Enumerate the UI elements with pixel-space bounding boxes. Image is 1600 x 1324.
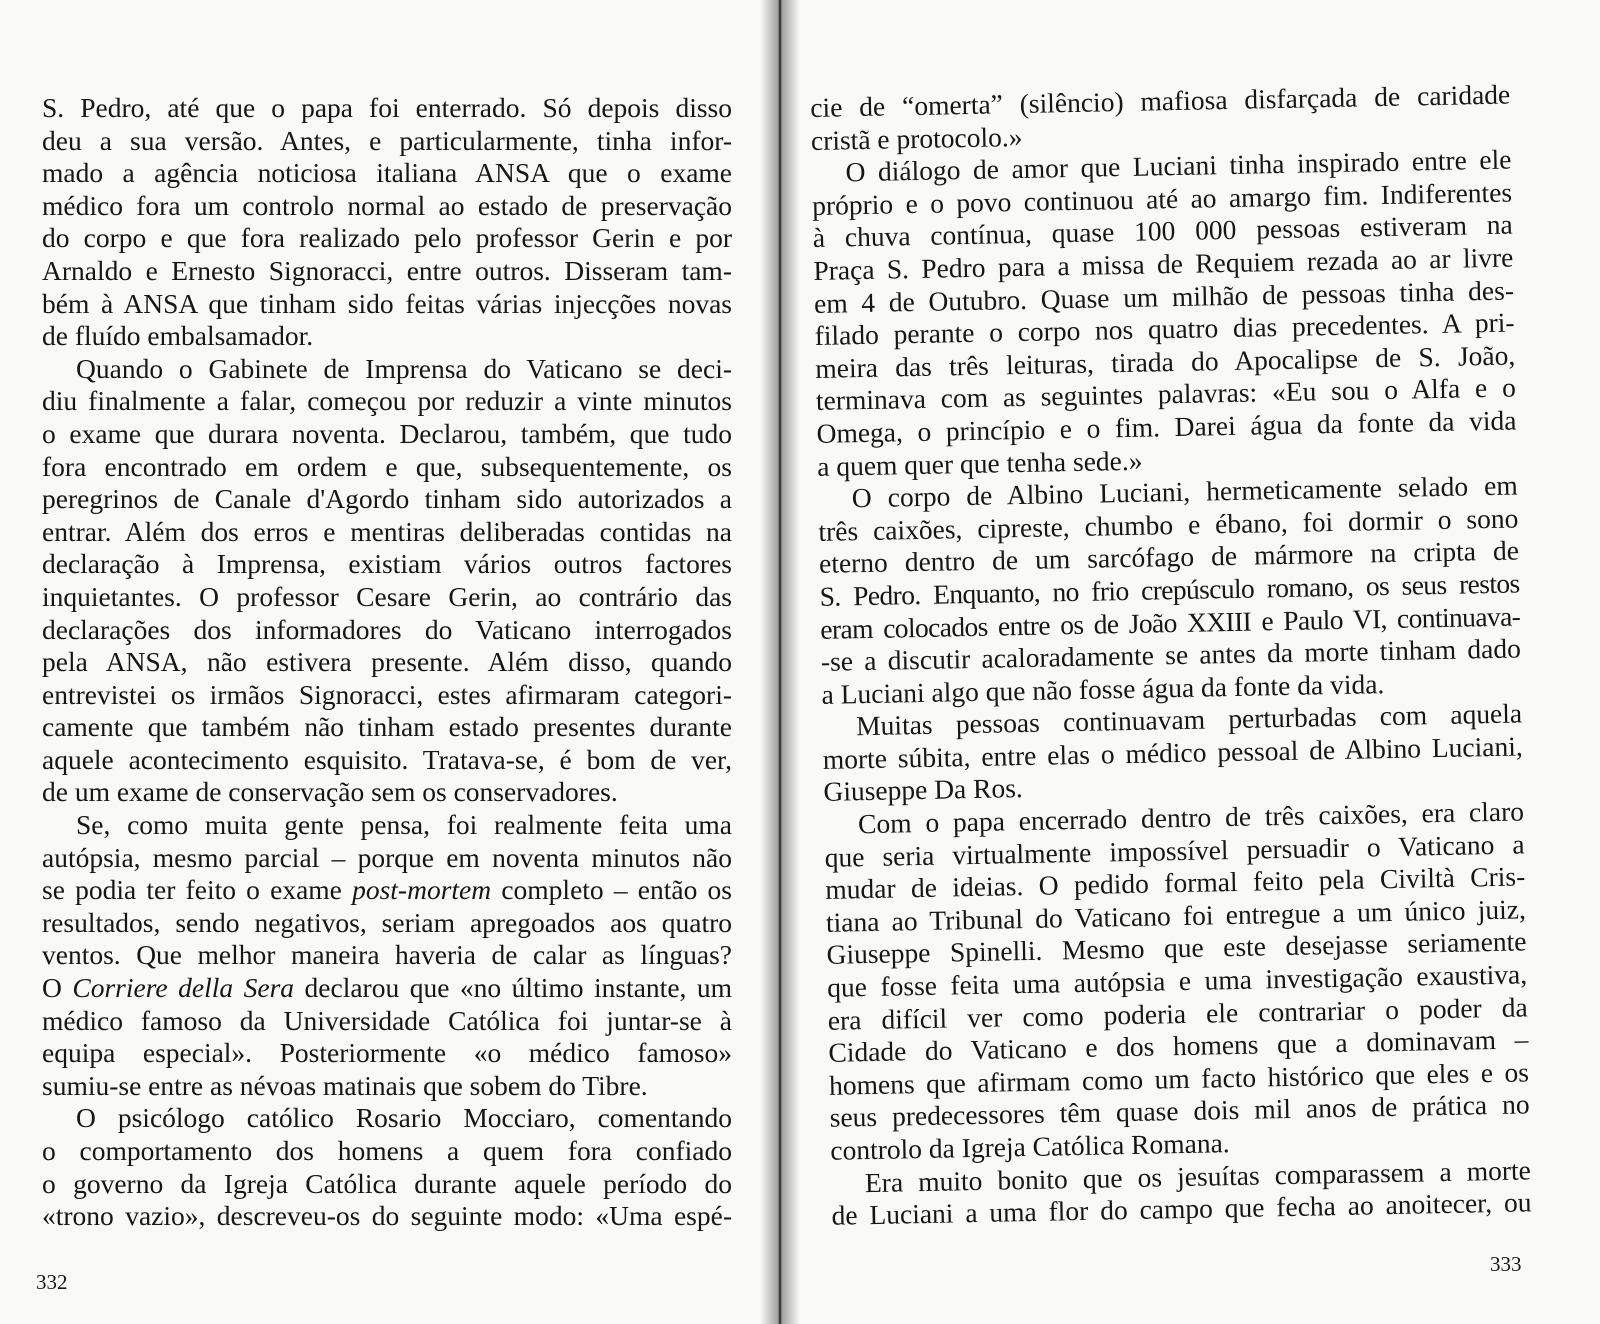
text-line: Muitas pessoas continuavam perturbadas com aquela [855, 697, 1523, 742]
right-page-text [810, 79, 1532, 1233]
text-segment: completo – então os [501, 874, 733, 906]
text-line: médico fora um controlo normal ao estado de preservação [42, 189, 732, 221]
text-line: sumiu-se entre as névoas matinais que sobem do Tibre. [42, 1069, 648, 1101]
text-line: de Luciani a uma flor do campo que fecha ao anoitecer, ou [831, 1186, 1532, 1231]
text-line: Cidade do Vaticano e dos homens que a dominavam – [828, 1023, 1529, 1069]
text-line: fora encontrado em ordem e que, subsequentemente, os [42, 450, 732, 482]
page-number: 332 [36, 1270, 68, 1294]
page-number: 333 [1490, 1252, 1522, 1276]
text-line: cristã e protocolo.» [810, 120, 1023, 156]
text-line: S. Pedro. Enquanto, no frio crepúsculo romano, os seus restos [819, 567, 1520, 612]
text-line: Giuseppe Da Ros. [823, 772, 1024, 808]
text-line: aquele acontecimento esquisito. Tratava-se, é bom de ver, [42, 743, 732, 775]
text-line: mado a agência noticiosa italiana ANSA que o exame [42, 157, 732, 189]
text-line: Giuseppe Spinelli. Mesmo que este desejasse seriamente [826, 925, 1527, 971]
text-line: seus predecessores têm quase dois mil anos de prática no [829, 1088, 1530, 1134]
text-line: resultados, sendo negativos, seriam apregoados aos quatro [42, 906, 732, 938]
text-segment: declarou que «no último instante, um [304, 972, 733, 1004]
text-line: do corpo e que fora realizado pelo professor Gerin e por [42, 222, 732, 254]
text-line: O diálogo de amor que Luciani tinha inspirado entre ele [845, 143, 1512, 188]
left-page-text [42, 92, 732, 1233]
text-line: a quem quer que tenha sede.» [816, 444, 1143, 482]
text-line: equipa especial». Posteriormente «o médico famoso» [42, 1037, 732, 1069]
text-line: entrevistei os irmãos Signoracci, estes afirmaram categori- [42, 678, 732, 710]
text-line: que fosse feita uma autópsia e uma investigação exaustiva, [826, 958, 1528, 1003]
text-line: inquietantes. O professor Cesare Gerin, ao contrário das [42, 580, 732, 612]
text-line: Omega, o princípio e o fim. Darei água da fonte da vida [816, 404, 1517, 449]
text-line: O corpo de Albino Luciani, hermeticamente selado em [851, 469, 1518, 514]
text-line: diu finalmente a falar, começou por reduzir a vinte minutos [42, 385, 732, 417]
text-line: eterno dentro de um sarcófago de mármore na cripta de [818, 534, 1520, 580]
text-line: em 4 de Outubro. Quase um milhão de pessoas tinha des- [813, 274, 1515, 319]
text-line: -se a discutir acaloradamente se antes da morte tinham dado [820, 632, 1522, 677]
text-line: Praça S. Pedro para a missa de Requiem rezada ao ar livre [813, 241, 1514, 286]
text-line: eram colocados entre os de João XXIII e Paulo VI, continuava- [820, 599, 1521, 645]
text-segment: se podia ter feito o exame [42, 874, 342, 906]
text-line: O psicólogo católico Rosario Mocciaro, comentando [76, 1102, 732, 1134]
text-line: era difícil ver como poderia ele contrariar o poder da [827, 991, 1528, 1036]
text-line: três caixões, cipreste, chumbo e ébano, foi dormir o sono [818, 502, 1519, 547]
text-line: controlo da Igreja Católica Romana. [830, 1127, 1230, 1166]
text-line: cie de “omerta” (silêncio) mafiosa disfarçada de caridade [810, 78, 1511, 123]
text-line [42, 972, 732, 1005]
book-gutter [760, 0, 800, 1324]
text-line: declarações dos informadores do Vaticano interrogados [42, 613, 732, 645]
text-line: Quando o Gabinete de Imprensa do Vaticano se deci- [76, 352, 732, 384]
text-line: Se, como muita gente pensa, foi realmente feita uma [76, 809, 732, 841]
text-line: de fluído embalsamador. [42, 320, 314, 352]
text-line: de um exame de conservação sem os conservadores. [42, 776, 618, 808]
text-line: filado perante o corpo nos quatro dias precedentes. A pri- [814, 306, 1515, 352]
italic-title: Corriere della Sera [72, 972, 295, 1004]
text-line: Era muito bonito que os jesuítas comparassem a morte [864, 1153, 1532, 1198]
text-line: que seria virtualmente impossível persuadir o Vaticano a [824, 828, 1525, 873]
text-line: «trono vazio», descreveu-os do seguinte modo: «Uma espé- [42, 1200, 732, 1232]
text-line: tiana ao Tribunal do Vaticano foi entregue a um único juiz, [825, 893, 1527, 938]
text-line: declaração à Imprensa, existiam vários outros factores [42, 548, 732, 580]
text-line: entrar. Além dos erros e mentiras deliberadas contidas na [42, 515, 732, 547]
text-line: à chuva contínua, quase 100 000 pessoas estiveram na [812, 208, 1513, 254]
text-line: ventos. Que melhor maneira haveria de calar as línguas? [42, 939, 732, 971]
text-line: a Luciani algo que não fosse água da fonte da vida. [821, 667, 1385, 710]
text-line: bém à ANSA que tinham sido feitas várias injecções novas [42, 287, 732, 319]
text-line: o exame que durara noventa. Declarou, também, que tudo [42, 417, 732, 449]
text-line: meira das três leituras, tirada do Apocalipse de S. João, [815, 339, 1516, 384]
left-page [0, 0, 780, 1324]
text-line: próprio e o povo continuou até ao amargo fim. Indiferentes [811, 176, 1513, 221]
text-line: Arnaldo e Ernesto Signoracci, entre outros. Disseram tam- [42, 254, 732, 286]
text-line: peregrinos de Canale d'Agordo tinham sido autorizados a [42, 483, 732, 515]
text-line [42, 874, 732, 907]
text-line: autópsia, mesmo parcial – porque em noventa minutos não [42, 841, 732, 873]
right-page [780, 0, 1600, 1324]
text-line: morte súbita, entre elas o médico pessoal de Albino Luciani, [822, 730, 1523, 775]
text-line: deu a sua versão. Antes, e particularmente, tinha infor- [42, 124, 732, 156]
text-segment: O [42, 972, 62, 1004]
text-line: S. Pedro, até que o papa foi enterrado. Só depois disso [42, 92, 732, 123]
text-line: o comportamento dos homens a quem fora confiado [42, 1135, 732, 1166]
text-line: homens que afirmam como um facto histórico que eles e os [828, 1056, 1530, 1101]
text-line: pela ANSA, não estivera presente. Além disso, quando [42, 646, 732, 678]
text-line: mudar de ideias. O pedido formal feito pela Civiltà Cris- [825, 860, 1526, 906]
text-line: camente que também não tinham estado presentes durante [42, 711, 732, 743]
text-line: Com o papa encerrado dentro de três caixões, era claro [857, 795, 1525, 840]
italic-term: post-mortem [352, 874, 492, 906]
text-line: o governo da Igreja Católica durante aquele período do [42, 1167, 732, 1199]
text-line: médico famoso da Universidade Católica foi juntar-se à [42, 1004, 732, 1036]
text-line: terminava com as seguintes palavras: «Eu sou o Alfa e o [815, 371, 1517, 417]
